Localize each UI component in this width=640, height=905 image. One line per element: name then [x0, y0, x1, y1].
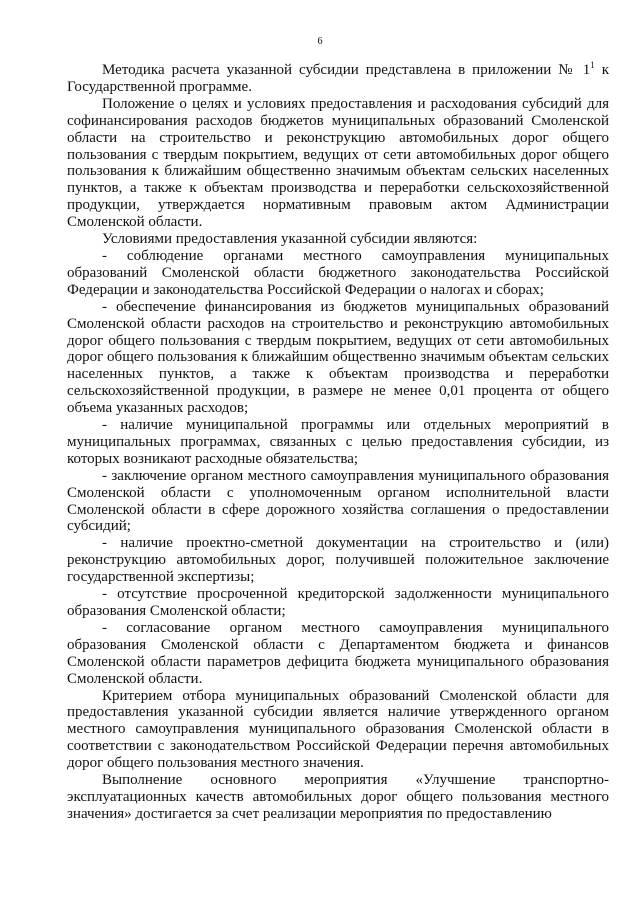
- condition-municipal-program: - наличие муниципальной программы или отдельных мероприятий в муниципальных программах, связанных с целью предоставления субсидии, из которых возникают расходные обязательства;: [67, 417, 609, 467]
- condition-project-documentation: - наличие проектно-сметной документации на строительство и (или) реконструкцию автомобильных дорог, получившей положительное заключение государственной экспертизы;: [67, 535, 609, 586]
- paragraph-methodology-reference: [67, 62, 609, 96]
- page-body: [67, 62, 609, 823]
- condition-agreement: - заключение органом местного самоуправления муниципального образования Смоленской области с уполномоченным органом исполнительной власти Смоленской области в сфере дорожного хозяйства соглашения о предоставлении субсидий;: [67, 467, 609, 535]
- condition-budget-legislation: - соблюдение органами местного самоуправления муниципальных образований Смоленской области бюджетного законодательства Российской Федерации и законодательства Российской Федерации о налогах и сборах;: [67, 247, 609, 298]
- condition-deficit-approval: - согласование органом местного самоуправления муниципального образования Смоленской области с Департаментом бюджета и финансов Смоленской области параметров дефицита бюджета муниципального образования Смоленской области.: [67, 619, 609, 687]
- paragraph-main-activity: Выполнение основного мероприятия «Улучшение транспортно-эксплуатационных качеств автомобильных дорог общего пользования местного значения» достигается за счет реализации мероприятия по предоставлению: [67, 772, 609, 822]
- page-number: 6: [317, 36, 323, 47]
- appendix-superscript: 1: [590, 60, 595, 70]
- paragraph-conditions-heading: Условиями предоставления указанной субсидии являются:: [102, 231, 478, 248]
- condition-cofinancing: - обеспечение финансирования из бюджетов муниципальных образований Смоленской области расходов на строительство и реконструкцию автомобильных дорог общего пользования с твердым покрытием, ведущих от сети автомобильных дорог общего пользования к ближайшим общественно значимым объектам сельских населенных пунктов, а также к объектам производства и переработки сельскохозяйственной продукции, в размере не менее 0,01 процента от общего объема указанных расходов;: [67, 298, 609, 417]
- condition-no-overdue-debt: - отсутствие просроченной кредиторской задолженности муниципального образования Смоленской области;: [67, 586, 609, 619]
- paragraph-subsidy-regulation: Положение о целях и условиях предоставления и расходования субсидий для софинансирования расходов бюджетов муниципальных образований Смоленской области на строительство и реконструкцию автомобильных дорог общего пользования с твердым покрытием, ведущих от сети автомобильных дорог общего пользования к ближайшим общественно значимым объектам сельских населенных пунктов, а также к объектам производства и переработки сельскохозяйственной продукции, утверждается нормативным правовым актом Администрации Смоленской области.: [67, 95, 609, 231]
- paragraph-selection-criterion: Критерием отбора муниципальных образований Смоленской области для предоставления указанной субсидии является наличие утвержденного органом местного самоуправления муниципального образования Смоленской области в соответствии с законодательством Российской Федерации перечня автомобильных дорог общего пользования местного значения.: [67, 687, 609, 772]
- paragraph-methodology-text: Методика расчета указанной субсидии представлена в приложении № 1: [102, 62, 591, 78]
- paragraph-methodology-tail: к Государственной программе.: [67, 62, 609, 95]
